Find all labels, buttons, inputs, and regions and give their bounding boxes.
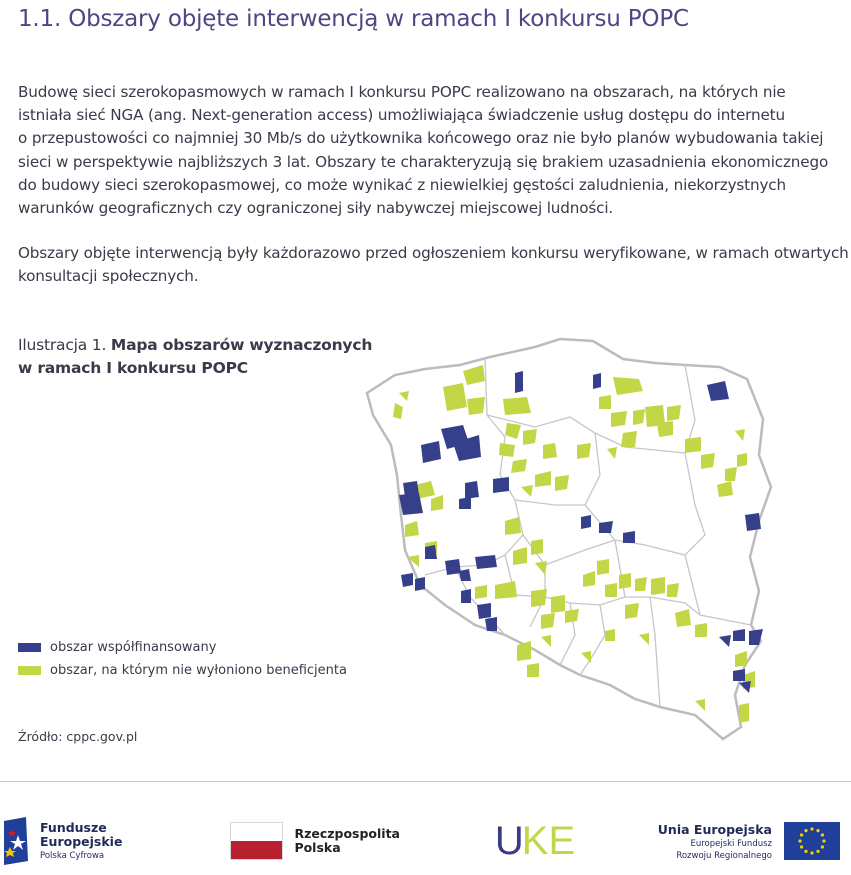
green-area <box>531 539 543 555</box>
blue-area <box>745 513 761 531</box>
green-area <box>555 475 569 491</box>
green-area <box>597 559 609 575</box>
ue-line2: Rozwoju Regionalnego <box>676 850 772 861</box>
figure-caption <box>18 334 372 380</box>
country-outline <box>367 339 771 739</box>
green-area <box>611 411 627 427</box>
footer-divider <box>0 781 851 782</box>
green-area <box>651 577 665 595</box>
blue-area <box>733 669 745 681</box>
logo-unia-europejska <box>655 810 847 872</box>
green-area <box>531 589 547 607</box>
fe-subtitle: Polska Cyfrowa <box>40 851 105 861</box>
green-area <box>605 583 617 597</box>
uke-ke: KE <box>521 818 576 863</box>
figure-label: Ilustracja 1. <box>18 336 107 354</box>
blue-area <box>493 477 509 493</box>
green-area <box>599 395 611 409</box>
consultation-paragraph <box>18 242 848 288</box>
logo-rzeczpospolita <box>213 810 400 872</box>
green-area <box>523 429 537 445</box>
blue-area <box>623 531 635 543</box>
paragraph-line: o przepustowości co najmniej 30 Mb/s do użytkownika końcowego oraz nie było planów wybudowania takiej <box>18 129 824 148</box>
green-area <box>621 431 637 447</box>
paragraph-line: sieci w perspektywie najbliższych 3 lat. Obszary te charakteryzują się brakiem uzasadnienia ekonomicznego <box>18 152 829 171</box>
poland-map <box>355 335 775 745</box>
green-area <box>695 623 707 637</box>
green-area <box>739 703 749 723</box>
green-area <box>511 459 527 473</box>
intro-paragraph <box>18 81 848 220</box>
green-area <box>619 573 631 589</box>
paragraph-line: Budowę sieci szerokopasmowych w ramach I konkursu POPC realizowano na obszarach, na których nie <box>18 83 786 101</box>
eu-flag-icon <box>784 822 840 860</box>
polish-flag-icon <box>230 822 283 860</box>
logo-fundusze-europejskie <box>4 810 154 872</box>
uke-u: U <box>494 818 522 863</box>
green-area <box>467 397 485 415</box>
rp-line2: Polska <box>294 840 341 855</box>
blue-area <box>739 681 751 693</box>
blue-area <box>581 515 591 529</box>
blue-area <box>599 521 613 533</box>
green-area <box>475 585 487 599</box>
blue-area <box>401 573 413 587</box>
blue-area <box>461 589 471 603</box>
blue-area <box>459 497 471 509</box>
blue-area <box>477 603 491 619</box>
fe-star-icon <box>4 817 34 865</box>
green-area <box>517 641 531 661</box>
green-area <box>541 613 555 629</box>
green-area <box>725 467 737 481</box>
ue-title: Unia Europejska <box>657 821 772 837</box>
paragraph-line: Obszary objęte interwencją były każdorazowo przed ogłoszeniem konkursu weryfikowane, w ramach otwartych <box>18 244 849 262</box>
green-area <box>503 397 531 415</box>
green-area <box>625 603 639 619</box>
blue-area <box>399 493 423 515</box>
paragraph-line: istniała sieć NGA (ang. Next-generation access) umożliwiająca świadczenie usług dostępu do internetu <box>18 106 785 125</box>
map-legend <box>18 636 347 682</box>
green-area <box>605 629 615 641</box>
logo-uke <box>468 810 602 872</box>
blue-area <box>465 481 479 499</box>
green-area <box>577 443 591 459</box>
legend-label: obszar, na którym nie wyłoniono beneficjenta <box>50 663 347 678</box>
green-area <box>685 437 701 453</box>
legend-label: obszar współfinansowany <box>50 640 217 655</box>
green-area <box>443 383 467 411</box>
paragraph-line: konsultacji społecznych. <box>18 267 199 286</box>
green-area <box>527 663 539 677</box>
figure-title-line2: w ramach I konkursu POPC <box>18 359 248 377</box>
figure-title: Mapa obszarów wyznaczonych <box>110 336 373 354</box>
paragraph-line: do budowy sieci szerokopasmowej, co może wynikać z niewielkiej gęstości zaludnienia, niekorzystnych <box>18 175 786 194</box>
blue-area <box>733 629 745 641</box>
ue-line1: Europejski Fundusz <box>690 838 772 849</box>
blue-area <box>515 371 523 393</box>
fe-title-line1: Fundusze <box>40 820 107 835</box>
blue-area <box>475 555 497 569</box>
blue-area <box>445 559 461 575</box>
legend-item <box>18 636 347 659</box>
figure-source: Źródło: cppc.gov.pl <box>18 729 138 744</box>
rp-line1: Rzeczpospolita <box>294 826 400 841</box>
green-area <box>551 595 565 613</box>
fe-title-line2: Europejskie <box>40 834 123 849</box>
blue-area <box>425 545 437 559</box>
green-area <box>543 443 557 459</box>
page-title: 1.1. Obszary objęte interwencją w ramach I konkursu POPC <box>18 6 689 32</box>
green-area <box>657 421 673 437</box>
blue-area <box>485 617 497 631</box>
green-area <box>635 577 647 591</box>
blue-area <box>593 373 601 389</box>
legend-item <box>18 659 347 682</box>
paragraph-line: warunków geograficznych czy ograniczonej siły nabywczej miejscowej ludności. <box>18 199 614 218</box>
legend-swatch-blue <box>18 643 41 652</box>
green-area <box>565 609 579 623</box>
green-area <box>737 453 747 467</box>
blue-area <box>415 577 425 591</box>
legend-swatch-green <box>18 666 41 675</box>
green-area <box>499 443 515 457</box>
green-area <box>701 453 715 469</box>
green-area <box>667 405 681 421</box>
blue-area <box>459 569 471 581</box>
green-area <box>667 583 679 597</box>
